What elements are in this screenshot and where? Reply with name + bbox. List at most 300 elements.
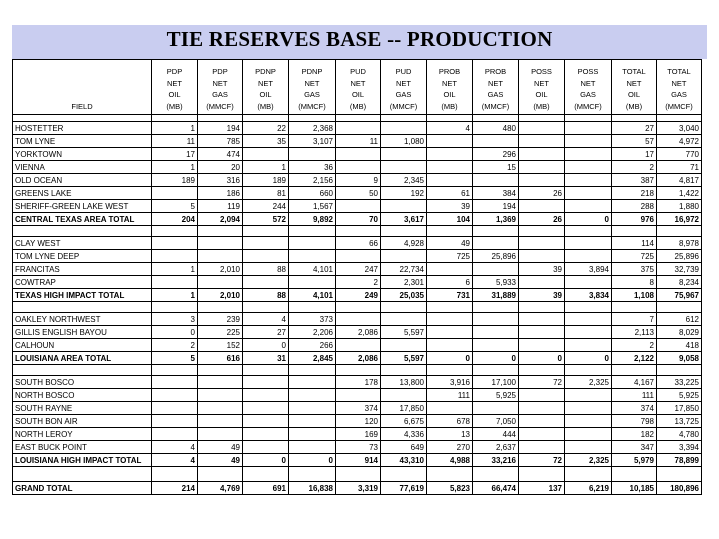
value-cell [243, 402, 289, 415]
value-cell [289, 415, 336, 428]
value-cell [336, 161, 381, 174]
value-cell: 189 [243, 174, 289, 187]
value-cell [565, 148, 612, 161]
value-cell: 8,029 [657, 326, 702, 339]
value-cell [289, 441, 336, 454]
value-cell: 137 [519, 482, 565, 495]
value-cell: 31,889 [473, 289, 519, 302]
value-cell [289, 402, 336, 415]
value-cell: 26 [519, 213, 565, 226]
value-cell [427, 263, 473, 276]
column-header: PDNP NET OIL (MB) [243, 60, 289, 115]
value-cell [519, 148, 565, 161]
field-name-cell: FRANCITAS [13, 263, 152, 276]
value-cell: 239 [198, 313, 243, 326]
value-cell [565, 276, 612, 289]
field-name-cell: OLD OCEAN [13, 174, 152, 187]
column-header: PROB NET GAS (MMCF) [473, 60, 519, 115]
table-row [13, 237, 702, 250]
value-cell: 4,817 [657, 174, 702, 187]
field-name-cell: TOM LYNE DEEP [13, 250, 152, 263]
value-cell [336, 339, 381, 352]
value-cell: 66 [336, 237, 381, 250]
value-cell [381, 313, 427, 326]
value-cell: 270 [427, 441, 473, 454]
field-name-cell: LOUISIANA HIGH IMPACT TOTAL [13, 454, 152, 467]
value-cell: 15 [473, 161, 519, 174]
reserves-table [12, 59, 702, 495]
field-name-cell: SOUTH BOSCO [13, 376, 152, 389]
field-name-cell: CLAY WEST [13, 237, 152, 250]
value-cell [565, 200, 612, 213]
page-title: TIE RESERVES BASE -- PRODUCTION [166, 27, 553, 51]
value-cell: 266 [289, 339, 336, 352]
table-row [13, 250, 702, 263]
value-cell: 3,319 [336, 482, 381, 495]
value-cell [289, 148, 336, 161]
value-cell: 17,850 [381, 402, 427, 415]
value-cell: 316 [198, 174, 243, 187]
field-name-cell: YORKTOWN [13, 148, 152, 161]
value-cell: 3,107 [289, 135, 336, 148]
value-cell: 2,301 [381, 276, 427, 289]
value-cell: 17 [612, 148, 657, 161]
value-cell: 1 [152, 122, 198, 135]
column-header: POSS NET OIL (MB) [519, 60, 565, 115]
value-cell: 0 [289, 454, 336, 467]
value-cell [565, 428, 612, 441]
field-name-cell: GILLIS ENGLISH BAYOU [13, 326, 152, 339]
value-cell [519, 402, 565, 415]
value-cell: 8 [612, 276, 657, 289]
value-cell [473, 313, 519, 326]
value-cell: 218 [612, 187, 657, 200]
value-cell: 2,122 [612, 352, 657, 365]
value-cell: 3,834 [565, 289, 612, 302]
field-name-cell: CENTRAL TEXAS AREA TOTAL [13, 213, 152, 226]
value-cell [243, 250, 289, 263]
field-name-cell: VIENNA [13, 161, 152, 174]
value-cell [519, 174, 565, 187]
value-cell: 0 [565, 352, 612, 365]
value-cell [565, 389, 612, 402]
value-cell: 66,474 [473, 482, 519, 495]
value-cell [152, 187, 198, 200]
value-cell: 1,880 [657, 200, 702, 213]
value-cell [519, 250, 565, 263]
value-cell: 3,040 [657, 122, 702, 135]
field-name-cell: GREENS LAKE [13, 187, 152, 200]
value-cell: 8,978 [657, 237, 702, 250]
value-cell: 1 [152, 289, 198, 302]
value-cell: 2 [336, 276, 381, 289]
field-name-cell: NORTH LEROY [13, 428, 152, 441]
value-cell: 3,394 [657, 441, 702, 454]
table-row [13, 263, 702, 276]
value-cell: 4,769 [198, 482, 243, 495]
spacer-row [13, 365, 702, 376]
value-cell: 182 [612, 428, 657, 441]
value-cell: 43,310 [381, 454, 427, 467]
value-cell: 77,619 [381, 482, 427, 495]
value-cell: 1,567 [289, 200, 336, 213]
value-cell: 1 [152, 161, 198, 174]
value-cell: 5,597 [381, 352, 427, 365]
value-cell: 178 [336, 376, 381, 389]
value-cell [198, 415, 243, 428]
value-cell: 189 [152, 174, 198, 187]
value-cell: 4 [152, 441, 198, 454]
value-cell: 384 [473, 187, 519, 200]
value-cell: 2,345 [381, 174, 427, 187]
table-row [13, 135, 702, 148]
column-header: TOTAL NET GAS (MMCF) [657, 60, 702, 115]
value-cell: 1,369 [473, 213, 519, 226]
column-header: PROB NET OIL (MB) [427, 60, 473, 115]
value-cell: 1 [152, 263, 198, 276]
value-cell: 247 [336, 263, 381, 276]
value-cell [243, 148, 289, 161]
value-cell [565, 187, 612, 200]
value-cell [243, 441, 289, 454]
value-cell: 33,216 [473, 454, 519, 467]
value-cell [473, 339, 519, 352]
value-cell: 9 [336, 174, 381, 187]
value-cell [473, 135, 519, 148]
value-cell [152, 415, 198, 428]
column-header: TOTAL NET OIL (MB) [612, 60, 657, 115]
value-cell: 5,933 [473, 276, 519, 289]
value-cell [473, 237, 519, 250]
value-cell [336, 389, 381, 402]
value-cell: 296 [473, 148, 519, 161]
value-cell: 11 [336, 135, 381, 148]
value-cell [565, 161, 612, 174]
value-cell [519, 135, 565, 148]
table-row [13, 276, 702, 289]
grand-total-row [13, 482, 702, 495]
table-row [13, 313, 702, 326]
value-cell [381, 339, 427, 352]
value-cell [519, 441, 565, 454]
value-cell: 474 [198, 148, 243, 161]
value-cell: 4,167 [612, 376, 657, 389]
value-cell [565, 441, 612, 454]
value-cell: 27 [612, 122, 657, 135]
value-cell [519, 389, 565, 402]
value-cell: 4 [427, 122, 473, 135]
value-cell: 152 [198, 339, 243, 352]
value-cell: 33,225 [657, 376, 702, 389]
value-cell: 114 [612, 237, 657, 250]
table-row [13, 148, 702, 161]
value-cell [289, 376, 336, 389]
value-cell [381, 389, 427, 402]
value-cell: 70 [336, 213, 381, 226]
value-cell: 347 [612, 441, 657, 454]
value-cell [519, 200, 565, 213]
value-cell: 9,892 [289, 213, 336, 226]
value-cell: 373 [289, 313, 336, 326]
value-cell [243, 389, 289, 402]
value-cell [519, 161, 565, 174]
value-cell: 2,845 [289, 352, 336, 365]
value-cell: 111 [427, 389, 473, 402]
value-cell [565, 174, 612, 187]
value-cell: 61 [427, 187, 473, 200]
value-cell: 10,185 [612, 482, 657, 495]
value-cell: 0 [473, 352, 519, 365]
value-cell: 81 [243, 187, 289, 200]
value-cell: 180,896 [657, 482, 702, 495]
value-cell: 4 [243, 313, 289, 326]
value-cell [519, 339, 565, 352]
value-cell [243, 428, 289, 441]
value-cell [427, 161, 473, 174]
value-cell: 2,206 [289, 326, 336, 339]
value-cell: 26 [519, 187, 565, 200]
value-cell [289, 237, 336, 250]
value-cell: 0 [519, 352, 565, 365]
field-name-cell: COWTRAP [13, 276, 152, 289]
value-cell: 6,675 [381, 415, 427, 428]
value-cell: 4,928 [381, 237, 427, 250]
field-name-cell: HOSTETTER [13, 122, 152, 135]
value-cell: 375 [612, 263, 657, 276]
value-cell [381, 122, 427, 135]
value-cell: 444 [473, 428, 519, 441]
value-cell: 5,979 [612, 454, 657, 467]
value-cell [336, 122, 381, 135]
value-cell: 660 [289, 187, 336, 200]
value-cell: 25,035 [381, 289, 427, 302]
value-cell: 32,739 [657, 263, 702, 276]
value-cell: 914 [336, 454, 381, 467]
value-cell [152, 276, 198, 289]
value-cell: 13,725 [657, 415, 702, 428]
value-cell [243, 276, 289, 289]
value-cell: 480 [473, 122, 519, 135]
value-cell [473, 326, 519, 339]
spacer-row [13, 115, 702, 122]
value-cell: 4,780 [657, 428, 702, 441]
value-cell: 4,988 [427, 454, 473, 467]
value-cell: 244 [243, 200, 289, 213]
value-cell: 31 [243, 352, 289, 365]
value-cell: 2,325 [565, 376, 612, 389]
value-cell: 572 [243, 213, 289, 226]
value-cell: 72 [519, 454, 565, 467]
value-cell [336, 313, 381, 326]
value-cell: 725 [612, 250, 657, 263]
value-cell: 35 [243, 135, 289, 148]
value-cell: 5,925 [657, 389, 702, 402]
value-cell [198, 428, 243, 441]
value-cell: 288 [612, 200, 657, 213]
value-cell: 27 [243, 326, 289, 339]
value-cell [519, 415, 565, 428]
value-cell [243, 376, 289, 389]
value-cell: 0 [427, 352, 473, 365]
subtotal-row [13, 352, 702, 365]
value-cell: 5,823 [427, 482, 473, 495]
value-cell: 8,234 [657, 276, 702, 289]
value-cell [565, 313, 612, 326]
column-header: PUD NET GAS (MMCF) [381, 60, 427, 115]
table-row [13, 200, 702, 213]
value-cell: 25,896 [473, 250, 519, 263]
value-cell: 612 [657, 313, 702, 326]
value-cell: 2 [152, 339, 198, 352]
value-cell [519, 276, 565, 289]
value-cell: 16,838 [289, 482, 336, 495]
field-name-cell: TOM LYNE [13, 135, 152, 148]
value-cell [198, 376, 243, 389]
value-cell: 194 [473, 200, 519, 213]
value-cell: 4,972 [657, 135, 702, 148]
column-header: PUD NET OIL (MB) [336, 60, 381, 115]
table-row [13, 441, 702, 454]
value-cell [427, 148, 473, 161]
table-row [13, 389, 702, 402]
value-cell: 22,734 [381, 263, 427, 276]
value-cell: 2,325 [565, 454, 612, 467]
value-cell [336, 200, 381, 213]
value-cell: 204 [152, 213, 198, 226]
value-cell: 418 [657, 339, 702, 352]
value-cell: 120 [336, 415, 381, 428]
table-row [13, 122, 702, 135]
value-cell: 2,086 [336, 352, 381, 365]
value-cell: 3,894 [565, 263, 612, 276]
value-cell [381, 161, 427, 174]
value-cell: 725 [427, 250, 473, 263]
field-name-cell: SHERIFF-GREEN LAKE WEST [13, 200, 152, 213]
value-cell [243, 415, 289, 428]
table-row [13, 402, 702, 415]
value-cell: 194 [198, 122, 243, 135]
value-cell: 387 [612, 174, 657, 187]
value-cell: 5 [152, 200, 198, 213]
spacer-row [13, 226, 702, 237]
value-cell [243, 237, 289, 250]
value-cell: 75,967 [657, 289, 702, 302]
subtotal-row [13, 454, 702, 467]
value-cell: 104 [427, 213, 473, 226]
value-cell: 39 [519, 289, 565, 302]
value-cell [427, 402, 473, 415]
value-cell: 5,597 [381, 326, 427, 339]
value-cell: 2 [612, 339, 657, 352]
value-cell: 678 [427, 415, 473, 428]
value-cell: 0 [565, 213, 612, 226]
field-name-cell: SOUTH RAYNE [13, 402, 152, 415]
value-cell: 39 [519, 263, 565, 276]
value-cell: 20 [198, 161, 243, 174]
table-row [13, 376, 702, 389]
table-row [13, 326, 702, 339]
value-cell: 3,617 [381, 213, 427, 226]
value-cell [565, 135, 612, 148]
value-cell: 17,100 [473, 376, 519, 389]
value-cell: 2,156 [289, 174, 336, 187]
spacer-row [13, 302, 702, 313]
value-cell: 2,010 [198, 263, 243, 276]
value-cell [565, 415, 612, 428]
value-cell: 3,916 [427, 376, 473, 389]
value-cell: 49 [198, 441, 243, 454]
value-cell [289, 428, 336, 441]
value-cell: 0 [243, 454, 289, 467]
value-cell: 2,113 [612, 326, 657, 339]
value-cell [519, 122, 565, 135]
column-header: PDP NET OIL (MB) [152, 60, 198, 115]
value-cell [473, 263, 519, 276]
value-cell: 25,896 [657, 250, 702, 263]
value-cell: 88 [243, 289, 289, 302]
value-cell: 4 [152, 454, 198, 467]
value-cell: 17 [152, 148, 198, 161]
value-cell: 731 [427, 289, 473, 302]
value-cell: 6,219 [565, 482, 612, 495]
value-cell [565, 339, 612, 352]
field-name-cell: EAST BUCK POINT [13, 441, 152, 454]
value-cell: 770 [657, 148, 702, 161]
value-cell: 1,080 [381, 135, 427, 148]
column-header-field: FIELD [13, 60, 152, 115]
value-cell: 192 [381, 187, 427, 200]
value-cell: 49 [198, 454, 243, 467]
value-cell [198, 237, 243, 250]
value-cell [152, 389, 198, 402]
value-cell: 2,368 [289, 122, 336, 135]
field-name-cell: OAKLEY NORTHWEST [13, 313, 152, 326]
value-cell: 1,108 [612, 289, 657, 302]
field-name-cell: NORTH BOSCO [13, 389, 152, 402]
spacer-row [13, 467, 702, 482]
value-cell: 73 [336, 441, 381, 454]
value-cell: 1,422 [657, 187, 702, 200]
value-cell [289, 250, 336, 263]
value-cell [152, 402, 198, 415]
value-cell: 374 [612, 402, 657, 415]
value-cell: 186 [198, 187, 243, 200]
value-cell: 0 [243, 339, 289, 352]
value-cell: 976 [612, 213, 657, 226]
table-row [13, 161, 702, 174]
value-cell: 16,972 [657, 213, 702, 226]
value-cell: 9,058 [657, 352, 702, 365]
value-cell: 2,086 [336, 326, 381, 339]
value-cell [473, 402, 519, 415]
value-cell [473, 174, 519, 187]
value-cell: 6 [427, 276, 473, 289]
value-cell: 11 [152, 135, 198, 148]
value-cell [565, 326, 612, 339]
field-name-cell: LOUISIANA AREA TOTAL [13, 352, 152, 365]
value-cell: 169 [336, 428, 381, 441]
value-cell [519, 428, 565, 441]
value-cell: 36 [289, 161, 336, 174]
value-cell: 4,101 [289, 289, 336, 302]
value-cell [289, 389, 336, 402]
value-cell: 649 [381, 441, 427, 454]
value-cell [427, 135, 473, 148]
value-cell: 1 [243, 161, 289, 174]
value-cell: 5,925 [473, 389, 519, 402]
column-header: PDNP NET GAS (MMCF) [289, 60, 336, 115]
value-cell: 616 [198, 352, 243, 365]
